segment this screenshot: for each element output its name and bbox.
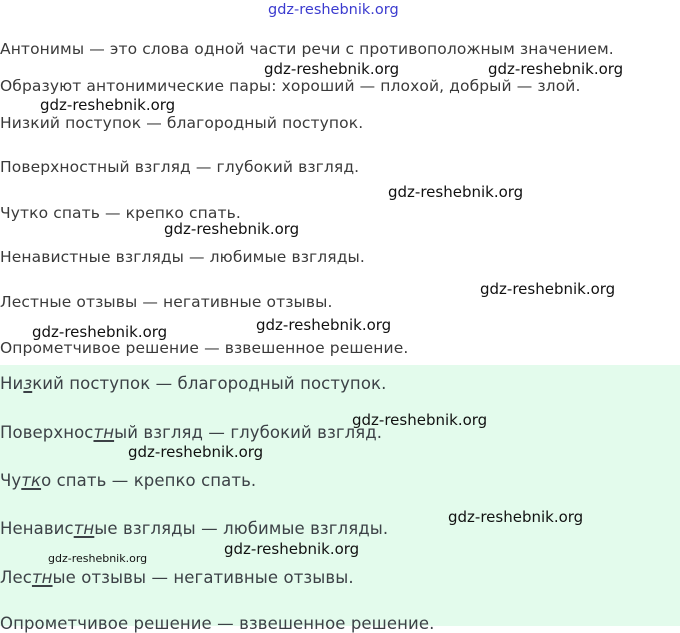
- watermark: gdz-reshebnik.org: [40, 96, 176, 114]
- watermark: gdz-reshebnik.org: [256, 316, 392, 334]
- pairs-intro-text: Образуют антонимические пары: хороший — плохой, добрый — злой.: [0, 77, 581, 95]
- watermark: gdz-reshebnik.org: [164, 220, 300, 238]
- pair-line-5: Лестные отзывы — негативные отзывы.: [0, 293, 333, 311]
- answer-before: Ни: [0, 374, 24, 393]
- watermark: gdz-reshebnik.org: [488, 60, 624, 78]
- watermark: gdz-reshebnik.org: [224, 540, 360, 558]
- watermark-small: gdz-reshebnik.org: [48, 552, 148, 565]
- pair-line-4: Ненавистные взгляды — любимые взгляды.: [0, 248, 365, 266]
- answer-before: Лес: [0, 568, 32, 587]
- watermark: gdz-reshebnik.org: [480, 280, 616, 298]
- highlighted-letters: тн: [93, 423, 115, 442]
- answer-line-3: [0, 471, 256, 490]
- answer-after: ые отзывы — негативные отзывы.: [52, 568, 354, 587]
- answer-line-6: [0, 614, 434, 633]
- watermark: gdz-reshebnik.org: [264, 60, 400, 78]
- watermark: gdz-reshebnik.org: [448, 508, 584, 526]
- answer-line-5: [0, 568, 354, 587]
- answer-line-1: [0, 374, 386, 393]
- highlighted-letters: тк: [21, 471, 42, 490]
- pair-line-6: Опрометчивое решение — взвешенное решение.: [0, 339, 409, 357]
- watermark: gdz-reshebnik.org: [128, 443, 264, 461]
- answer-before: Ненавис: [0, 519, 74, 538]
- answer-before: Чу: [0, 471, 22, 490]
- answer-box: [0, 365, 680, 633]
- highlighted-letters: тн: [31, 568, 53, 587]
- pair-line-3: Чутко спать — крепко спать.: [0, 204, 241, 222]
- highlighted-letters: з: [23, 374, 33, 393]
- pair-line-2: Поверхностный взгляд — глубокий взгляд.: [0, 158, 360, 176]
- highlighted-letters: тн: [73, 519, 95, 538]
- pair-line-1: Низкий поступок — благородный поступок.: [0, 114, 364, 132]
- watermark: gdz-reshebnik.org: [32, 323, 168, 341]
- answer-after: ый взгляд — глубокий взгляд.: [114, 423, 383, 442]
- watermark: gdz-reshebnik.org: [352, 411, 488, 429]
- watermark-top: gdz-reshebnik.org: [268, 2, 399, 18]
- answer-after: кий поступок — благородный поступок.: [32, 374, 387, 393]
- watermark: gdz-reshebnik.org: [388, 183, 524, 201]
- answer-line-2: [0, 423, 382, 442]
- answer-before: Поверхнос: [0, 423, 94, 442]
- answer-before: Опрометчивое решение — взвешенное решение.: [0, 614, 435, 633]
- answer-after: ые взгляды — любимые взгляды.: [94, 519, 389, 538]
- intro-text: Антонимы — это слова одной части речи с противоположным значением.: [0, 40, 614, 58]
- answer-line-4: [0, 519, 388, 538]
- answer-after: о спать — крепко спать.: [41, 471, 257, 490]
